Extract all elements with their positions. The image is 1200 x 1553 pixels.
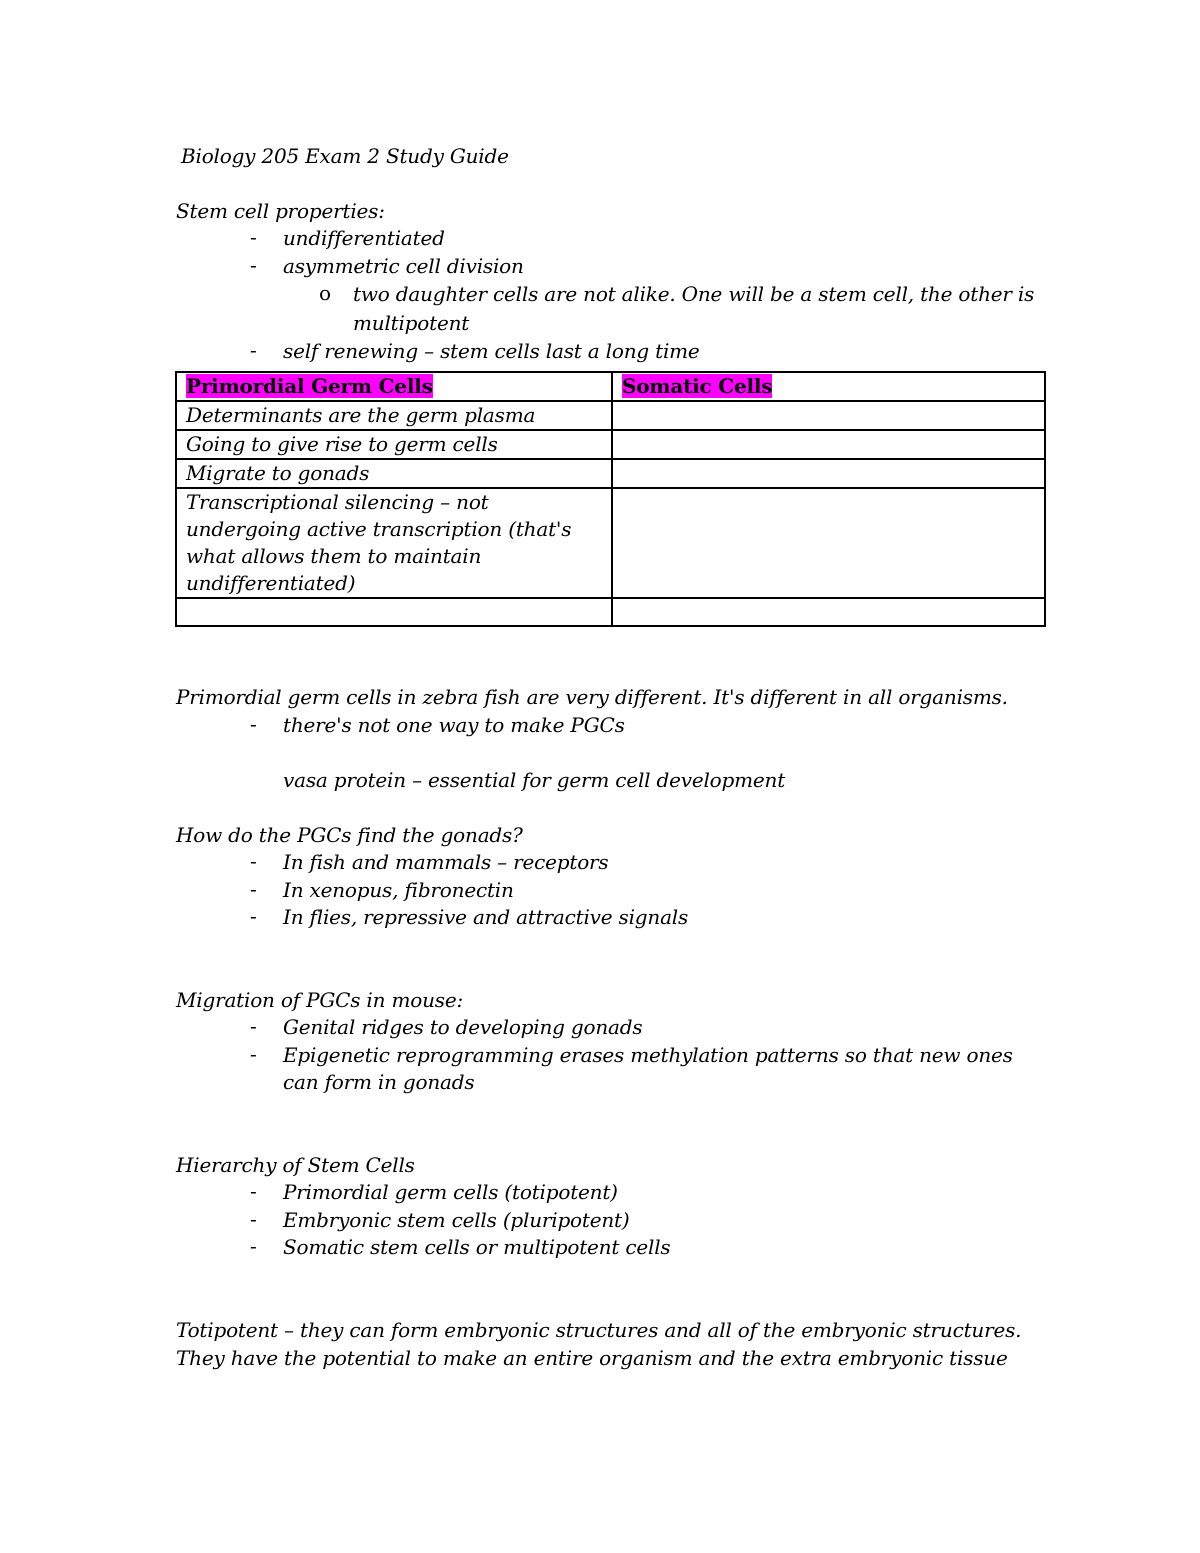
find-bullet-xenopus: In xenopus, fibronectin <box>283 878 514 902</box>
totipotent-line2: They have the potential to make an entire organism and the extra embryonic tissue <box>176 1346 1008 1370</box>
table-cell-empty <box>176 598 612 626</box>
table-cell-line: undifferentiated) <box>186 571 356 595</box>
table-row <box>176 598 1045 626</box>
table-cell-empty <box>612 459 1045 488</box>
stem-bullet-self-renewing: self renewing – stem cells last a long time <box>283 339 700 363</box>
find-bullet-fish: In fish and mammals – receptors <box>283 850 609 874</box>
table-row <box>176 401 1045 430</box>
bullet-dash: - <box>250 338 257 362</box>
sub-bullet-circle: o <box>319 281 332 305</box>
table-cell-empty <box>612 430 1045 459</box>
table-row <box>176 430 1045 459</box>
migration-bullet-epigenetic-line2: can form in gonads <box>283 1070 475 1094</box>
stem-cell-heading: Stem cell properties: <box>176 199 385 223</box>
table-cell: Going to give rise to germ cells <box>176 430 612 459</box>
table-row <box>176 459 1045 488</box>
bullet-dash: - <box>250 1042 257 1066</box>
table-header-cell <box>176 372 612 401</box>
table-cell-empty <box>612 401 1045 430</box>
table-cell-empty <box>612 488 1045 598</box>
find-bullet-flies: In flies, repressive and attractive signals <box>283 905 689 929</box>
table-header-row <box>176 372 1045 401</box>
bullet-dash: - <box>250 877 257 901</box>
bullet-dash: - <box>250 1179 257 1203</box>
stem-sub-bullet-line2: multipotent <box>353 311 470 335</box>
table-header-cell <box>612 372 1045 401</box>
vasa-note: vasa protein – essential for germ cell development <box>283 768 786 792</box>
migration-bullet-genital: Genital ridges to developing gonads <box>283 1015 643 1039</box>
stem-bullet-asymmetric: asymmetric cell division <box>283 254 524 278</box>
bullet-dash: - <box>250 1014 257 1038</box>
document-title: Biology 205 Exam 2 Study Guide <box>181 144 509 168</box>
stem-bullet-undifferentiated: undifferentiated <box>283 226 445 250</box>
header-primordial-germ-cells: Primordial Germ Cells <box>186 374 433 398</box>
zebra-heading: Primordial germ cells in zebra fish are very different. It's different in all organisms. <box>176 685 1008 709</box>
zebra-bullet: there's not one way to make PGCs <box>283 713 625 737</box>
table-cell-line: undergoing active transcription (that's <box>186 517 572 541</box>
bullet-dash: - <box>250 849 257 873</box>
hierarchy-bullet-primordial: Primordial germ cells (totipotent) <box>283 1180 618 1204</box>
find-gonads-heading: How do the PGCs find the gonads? <box>176 823 523 847</box>
hierarchy-heading: Hierarchy of Stem Cells <box>176 1153 415 1177</box>
table-row <box>176 488 1045 598</box>
bullet-dash: - <box>250 1234 257 1258</box>
table-cell <box>176 488 612 598</box>
bullet-dash: - <box>250 1207 257 1231</box>
bullet-dash: - <box>250 225 257 249</box>
table-cell: Determinants are the germ plasma <box>176 401 612 430</box>
hierarchy-bullet-somatic: Somatic stem cells or multipotent cells <box>283 1235 671 1259</box>
stem-sub-bullet-line1: two daughter cells are not alike. One will be a stem cell, the other is <box>353 282 1035 306</box>
bullet-dash: - <box>250 253 257 277</box>
comparison-table <box>175 371 1046 627</box>
totipotent-line1: Totipotent – they can form embryonic structures and all of the embryonic structures. <box>176 1318 1022 1342</box>
table-cell-empty <box>612 598 1045 626</box>
table-cell-line: Transcriptional silencing – not <box>186 490 489 514</box>
header-somatic-cells: Somatic Cells <box>622 374 773 398</box>
migration-bullet-epigenetic-line1: Epigenetic reprogramming erases methylation patterns so that new ones <box>283 1043 1013 1067</box>
table-cell-line: what allows them to maintain <box>186 544 482 568</box>
table-cell: Migrate to gonads <box>176 459 612 488</box>
bullet-dash: - <box>250 712 257 736</box>
hierarchy-bullet-embryonic: Embryonic stem cells (pluripotent) <box>283 1208 630 1232</box>
bullet-dash: - <box>250 904 257 928</box>
migration-heading: Migration of PGCs in mouse: <box>176 988 463 1012</box>
